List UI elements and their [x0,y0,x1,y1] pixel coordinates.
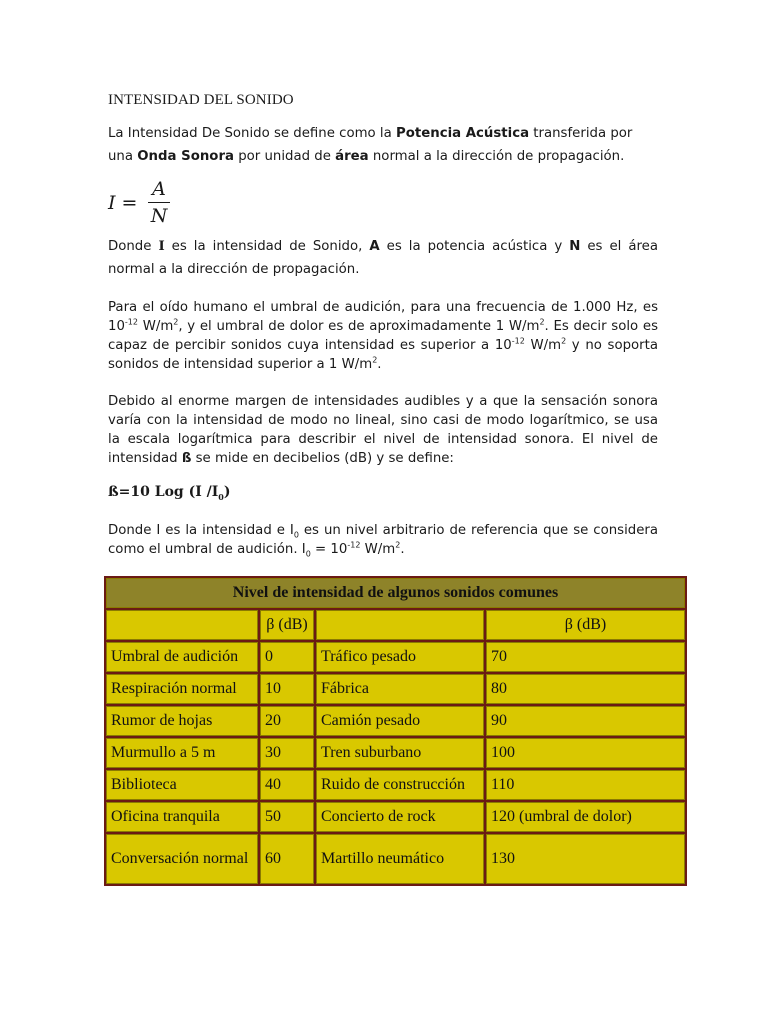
sound-level: 100 [486,738,685,768]
sound-level: 10 [260,674,314,704]
sound-name: Martillo neumático [316,834,484,884]
text: Donde I es la intensidad e I [108,523,294,538]
text: . [400,542,405,557]
superscript: -12 [511,336,525,346]
text: es un nivel arbitrario de referencia que se considera como el umbral de audición. I [108,523,658,557]
formula-denominator: N [150,205,168,227]
bold-term: I [158,239,165,254]
sound-level: 130 [486,834,685,884]
text: por unidad de [233,149,336,164]
table-row [106,770,685,800]
decibel-formula [108,484,230,500]
text: W/m [360,542,396,557]
sound-name: Concierto de rock [316,802,484,832]
sound-name: Biblioteca [106,770,258,800]
superscript: -12 [124,317,138,327]
column-header: β (dB) [486,610,685,640]
text: , y el umbral de dolor es de aproximadamente 1 W/m [178,319,540,334]
paragraph-definition [108,122,658,168]
column-header [106,610,258,640]
bold-term: A [369,239,380,254]
sound-level: 40 [260,770,314,800]
sound-level: 0 [260,642,314,672]
table-row [106,642,685,672]
sound-name: Ruido de construcción [316,770,484,800]
sound-name: Tráfico pesado [316,642,484,672]
text: Para el oído humano el umbral de audición, para una frecuencia de 1.000 Hz, es 10 [108,300,658,334]
table-row [106,706,685,736]
sound-level: 90 [486,706,685,736]
text: normal a la dirección de propagación. [368,149,625,164]
superscript: 2 [395,540,401,550]
table-header-row [106,610,685,640]
text: W/m [138,319,174,334]
superscript: 2 [539,317,545,327]
table-row [106,674,685,704]
beta-symbol: ß [181,451,192,466]
sound-name: Respiración normal [106,674,258,704]
text: . Es decir solo es capaz de percibir sonidos cuya intensidad es superior a 10 [108,319,658,353]
superscript: 2 [173,317,179,327]
table-row [106,738,685,768]
sound-name: Murmullo a 5 m [106,738,258,768]
paragraph-thresholds [108,298,658,374]
column-header [316,610,484,640]
bold-term: área [335,149,369,164]
subscript: 0 [305,549,311,559]
subscript: 0 [293,530,299,540]
sound-level: 60 [260,834,314,884]
sound-level: 120 (umbral de dolor) [486,802,685,832]
text: es la intensidad de Sonido, [164,239,370,254]
text: transferida por una [108,126,633,164]
sound-level: 70 [486,642,685,672]
table-caption-row [106,578,685,608]
text: es el área normal a la dirección de propagación. [108,239,658,277]
text: = 10 [310,542,348,557]
superscript: -12 [347,540,361,550]
sound-name: Tren suburbano [316,738,484,768]
text: es la potencia acústica y [379,239,570,254]
text: W/m [524,338,562,353]
sound-name: Fábrica [316,674,484,704]
sound-name: Camión pesado [316,706,484,736]
fraction-bar [148,202,170,203]
text: Debido al enorme margen de intensidades audibles y a que la sensación sonora varía con la intensidad de modo no lineal, sino casi de modo logarítmico, se usa la escala logarítmica para describir el nivel de intensidad sonora. El nivel de intensidad [108,394,658,466]
sound-level: 50 [260,802,314,832]
table-row [106,802,685,832]
table-caption: Nivel de intensidad de algunos sonidos comunes [106,578,685,608]
page-title: INTENSIDAD DEL SONIDO [108,92,294,108]
paragraph-logarithmic-scale [108,392,658,468]
sound-name: Oficina tranquila [106,802,258,832]
text: y no soporta sonidos de intensidad superior a 1 W/m [108,338,658,372]
bold-term: N [569,239,581,254]
formula-text: ß=10 Log (I /I [108,484,219,500]
paragraph-reference [108,521,658,559]
superscript: 2 [561,336,567,346]
bold-term: Onda Sonora [137,149,234,164]
formula-text: ) [223,484,231,500]
formula-fraction [148,178,170,227]
sound-level: 30 [260,738,314,768]
sound-level: 80 [486,674,685,704]
text: . [377,357,382,372]
sound-name: Conversación normal [106,834,258,884]
sound-name: Rumor de hojas [106,706,258,736]
table-row [106,834,685,884]
sound-name: Umbral de audición [106,642,258,672]
text: La Intensidad De Sonido se define como la [108,126,396,141]
formula-numerator: A [152,178,166,200]
bold-term: Potencia Acústica [395,126,530,141]
column-header: β (dB) [260,610,314,640]
superscript: 2 [372,355,378,365]
text: se mide en decibelios (dB) y se define: [191,451,454,466]
sound-level: 110 [486,770,685,800]
subscript: 0 [218,491,224,502]
sound-level: 20 [260,706,314,736]
paragraph-variables [108,235,658,281]
sound-levels-table [104,576,687,886]
text: Donde [108,239,159,254]
formula-lhs: I = [108,192,138,214]
